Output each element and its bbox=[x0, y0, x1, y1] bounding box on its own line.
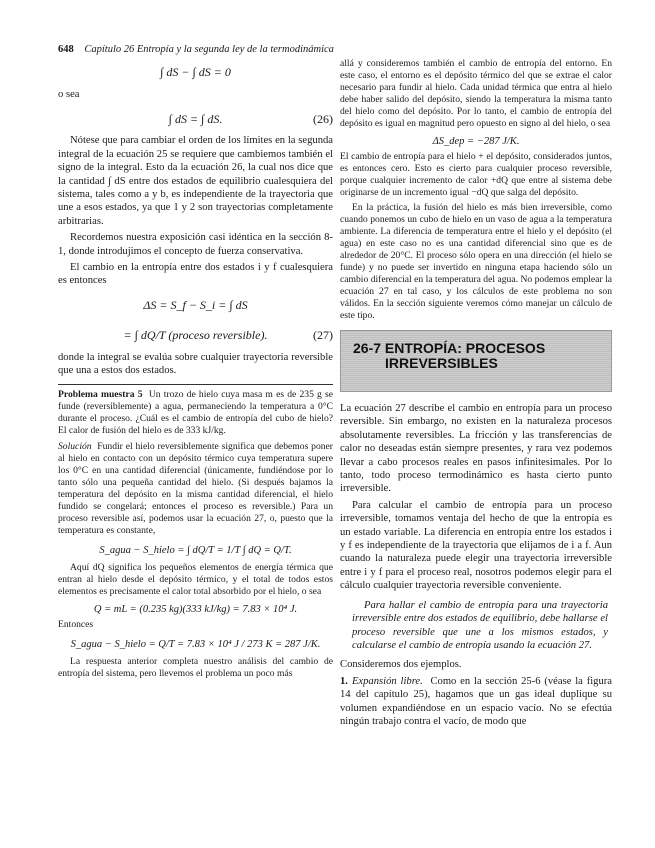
paragraph: allá y consideremos también el cambio de entropía del entorno. En este caso, el entorno es el depósito térmico del que se extrae el calor necesario para fundir al hielo. Cada unidad térmica que entra al hielo debe haber salido del depósito, siendo la temperatura la misma tanto del hielo como del depósito. Por lo tanto, el cambio de entropía del depósito es igual en magnitud pero opuesto en signo al del hielo, o sea bbox=[340, 58, 612, 129]
page-header bbox=[58, 44, 618, 55]
paragraph: El cambio en la entropía entre dos estados i y f cualesquiera es entonces bbox=[58, 262, 333, 287]
paragraph: Recordemos nuestra exposición casi idéntica en la sección 8-1, donde introdujimos el concepto de fuerza conservativa. bbox=[58, 232, 333, 257]
equation-27a-text: ΔS = S_f − S_i = ∫ dS bbox=[143, 298, 248, 313]
equation-solution-2-text: Q = mL = (0.235 kg)(333 kJ/kg) = 7.83 × 10⁴ J. bbox=[93, 603, 298, 615]
list-item-number: 1. bbox=[340, 675, 348, 687]
paragraph: Para calcular el cambio de entropía para un proceso irreversible, tomamos ventaja del hecho de que la entropía es un estado variable. La diferencia en entropía entre los estados i y f es independiente de la trayectoria que elijamos de i a f. Aun cuando la naturaleza puede elegir una trayectoria irreversible entre i y f para el proceso real, nosotros podemos elegir para el cálculo cualquier trayectoria reversible conveniente. bbox=[340, 499, 612, 592]
right-column bbox=[340, 58, 612, 731]
equation-27b bbox=[58, 321, 333, 351]
paragraph: Consideremos dos ejemplos. bbox=[340, 659, 462, 671]
equation-top-text: ∫ dS − ∫ dS = 0 bbox=[160, 65, 231, 80]
equation-26-number: (26) bbox=[313, 111, 333, 126]
section-banner bbox=[340, 330, 612, 392]
paragraph: donde la integral se evalúa sobre cualquier trayectoria reversible que una a estos dos estados. bbox=[58, 351, 333, 377]
paragraph: La ecuación 27 describe el cambio en entropía para un proceso reversible. Sin embargo, no existen en la naturaleza procesos absolutamente reversibles. La fricción y las transferencias de calor no deseadas están siempre presentes, y rara vez podemos llevar a cabo procesos reales en pasos infinitesimales. Por lo tanto, todo proceso termodinámico es hasta cierto punto irreversible. bbox=[340, 403, 612, 495]
equation-reservoir bbox=[340, 133, 612, 151]
equation-reservoir-text: ΔS_dep = −287 J/K. bbox=[432, 136, 520, 148]
paragraph: Nótese que para cambiar el orden de los límites en la segunda integral de la ecuación 25 se requiere que cambiemos también el signo de la integral. Esto da la ecuación 26, la cual nos dice que la cantidad ∫ dS entre dos estados de equilibrio cualesquiera del sistema, tales como a y b, es independiente de la trayectoria que une a esos estados, ya que 1 y 2 son trayectorias completamente arbitrarias. bbox=[58, 135, 333, 227]
solution-label: Solución bbox=[58, 440, 92, 452]
equation-solution-3 bbox=[58, 634, 333, 656]
equation-solution-1-text: S_agua − S_hielo = ∫ dQ/T = 1/T ∫ dQ = Q/T. bbox=[99, 544, 292, 556]
running-title: Capítulo 26 Entropía y la segunda ley de la termodinámica bbox=[84, 44, 334, 55]
equation-26 bbox=[58, 104, 333, 134]
entonces: Entonces bbox=[58, 618, 94, 630]
paragraph: Aquí dQ significa los pequeños elementos de energía térmica que entran al hielo desde el depósito térmico, y el total de todos estos elementos es precisamente el calor total absorbido por el hielo, o sea bbox=[58, 561, 333, 597]
equation-solution-1 bbox=[58, 540, 333, 562]
solution bbox=[58, 441, 333, 537]
highlight-quote: Para hallar el cambio de entropía para una trayectoria irreversible entre dos estados de equilibrio, debe hallarse el proceso reversible que une a los mismos estados, y calcularse el cambio de entropía usando la ecuación 27. bbox=[352, 599, 608, 651]
divider bbox=[58, 384, 333, 385]
section-title bbox=[353, 341, 545, 371]
problem-text: Un trozo de hielo cuya masa m es de 235 g se funde (reversiblemente) a agua, permaneciendo la temperatura a 0°C durante el proceso. ¿Cuál es el cambio de entropía del cubo de hielo? El calor de fusión del hielo es de 333 kJ/kg. bbox=[58, 388, 334, 436]
section-title-line-1: 26-7 ENTROPÍA: PROCESOS bbox=[353, 340, 546, 356]
equation-solution-3-text: S_agua − S_hielo = Q/T = 7.83 × 10⁴ J / 273 K = 287 J/K. bbox=[70, 638, 321, 650]
equation-top bbox=[58, 58, 333, 88]
list-item-title: Expansión libre. bbox=[351, 675, 423, 687]
equation-27-number: (27) bbox=[313, 328, 333, 343]
list-item-text: Como en la sección 25-6 (véase la figura 14 del capítulo 25), hagamos que un gas ideal duplique su volumen expandiéndose en un espacio vacío. No se efectúa ningún trabajo contra el vacío, de modo que bbox=[340, 675, 613, 727]
problem-label: Problema muestra 5 bbox=[58, 388, 143, 400]
o-sea: o sea bbox=[58, 89, 80, 100]
page-number: 648 bbox=[58, 44, 74, 55]
equation-27a bbox=[58, 291, 333, 321]
equation-27b-text: = ∫ dQ/T (proceso reversible). bbox=[123, 328, 268, 343]
section-title-line-2: IRREVERSIBLES bbox=[385, 355, 498, 371]
left-column bbox=[58, 58, 333, 683]
solution-text: Fundir el hielo reversiblemente significa que debemos poner al hielo en contacto con un depósito térmico cuya temperatura supere los 0°C en una cantidad diferencial (únicamente, fundiéndose por lo tanto sólo una pequeña cantidad del hielo. (Si después bajamos la temperatura del depósito en la misma cantidad diferencial, el hielo fundido se congelará; entonces el proceso es reversible.) Para un proceso reversible así, podemos usar la ecuación 27, o, puesto que la temperatura es constante, bbox=[58, 440, 333, 536]
equation-26-text: ∫ dS = ∫ dS. bbox=[168, 111, 223, 126]
paragraph: En la práctica, la fusión del hielo es más bien irreversible, como cuando ponemos un cubo de hielo en un vaso de agua a la temperatura ambiente. La diferencia de temperatura entre el hielo y el depósito (el agua) en este caso no es una cantidad diferencial sino que es de alrededor de 20°C. El proceso sólo opera en una dirección (el hielo se funde) y no puede ser invertido en ninguna etapa haciendo sólo un cambio diferencial en la temperatura del agua. No podemos emplear la ecuación 27 en tal caso, y los cálculos de este problema no son válidos. En la sección siguiente veremos cómo manejar un cálculo de este tipo. bbox=[340, 202, 612, 321]
paragraph: El cambio de entropía para el hielo + el depósito, considerados juntos, es entonces cero. Esto es cierto para cualquier proceso reversible, porque cualquier incremento de calor +dQ que entre al sistema debe originarse de un incremento igual −dQ que salga del depósito. bbox=[340, 151, 612, 198]
sample-problem bbox=[58, 389, 333, 437]
paragraph: La respuesta anterior completa nuestro análisis del cambio de entropía del sistema, pero llevemos el problema un poco más bbox=[58, 655, 333, 679]
list-item bbox=[340, 675, 612, 729]
equation-solution-2 bbox=[58, 601, 333, 619]
